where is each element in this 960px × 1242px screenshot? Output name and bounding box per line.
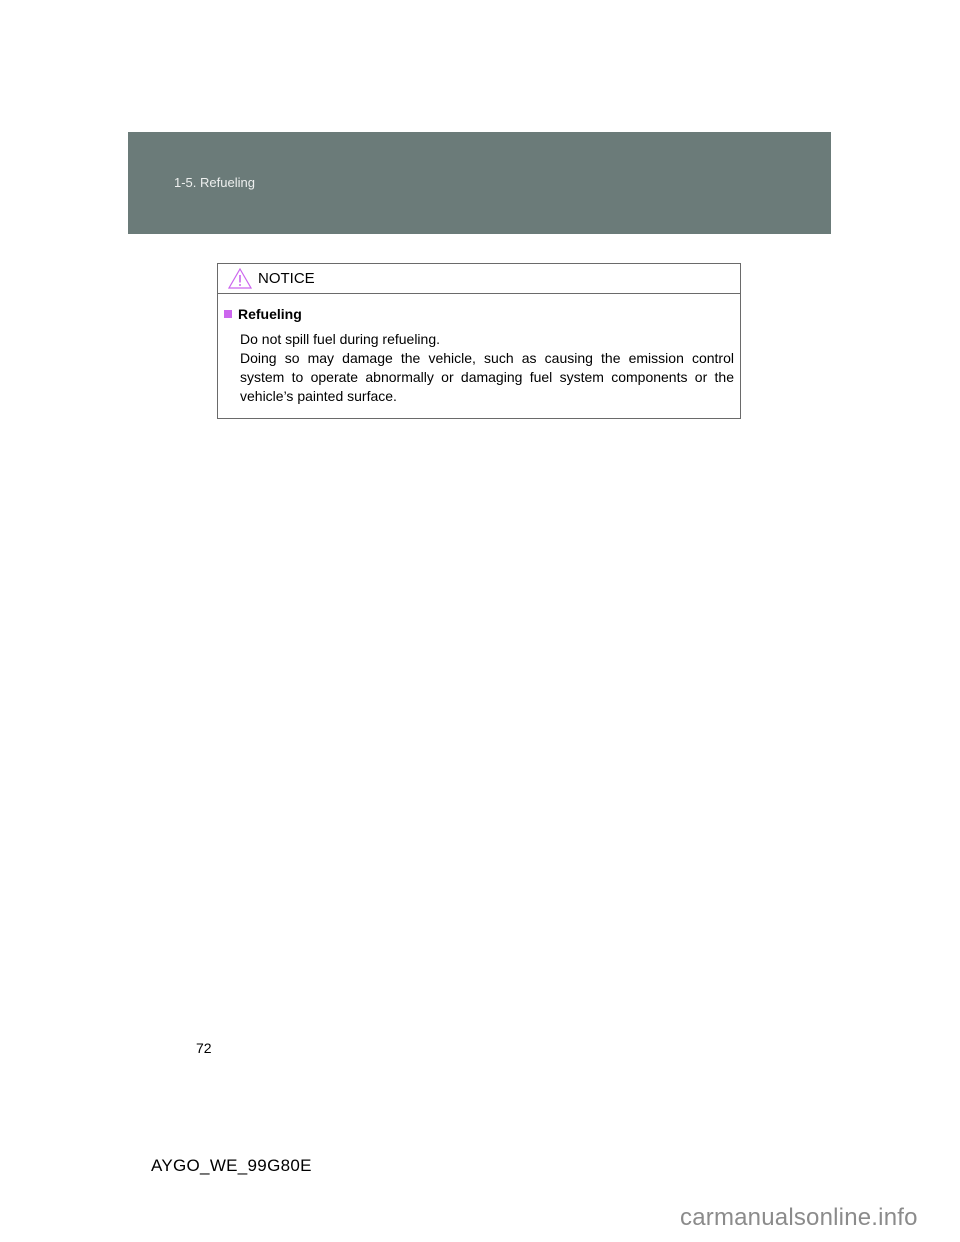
sub-heading-text: Refueling [238,306,302,322]
page-number: 72 [196,1040,212,1056]
notice-label: NOTICE [258,270,315,287]
watermark-link[interactable]: carmanualsonline.info [680,1204,918,1231]
notice-line: Do not spill fuel during refueling. [240,331,441,347]
section-header-bar [128,132,831,234]
warning-triangle-icon [228,268,252,289]
notice-body [218,294,740,406]
notice-header [218,264,740,294]
notice-box [217,263,741,419]
notice-sub-heading [224,306,740,322]
section-title: 1-5. Refueling [174,175,255,190]
notice-line: Doing so may damage the vehicle, such as causing the emission control system to operate abnormally or damaging fuel system components or the vehicle’s painted surface. [240,350,734,404]
document-id: AYGO_WE_99G80E [151,1156,312,1175]
notice-paragraph [224,330,740,406]
square-bullet-icon [224,310,232,318]
